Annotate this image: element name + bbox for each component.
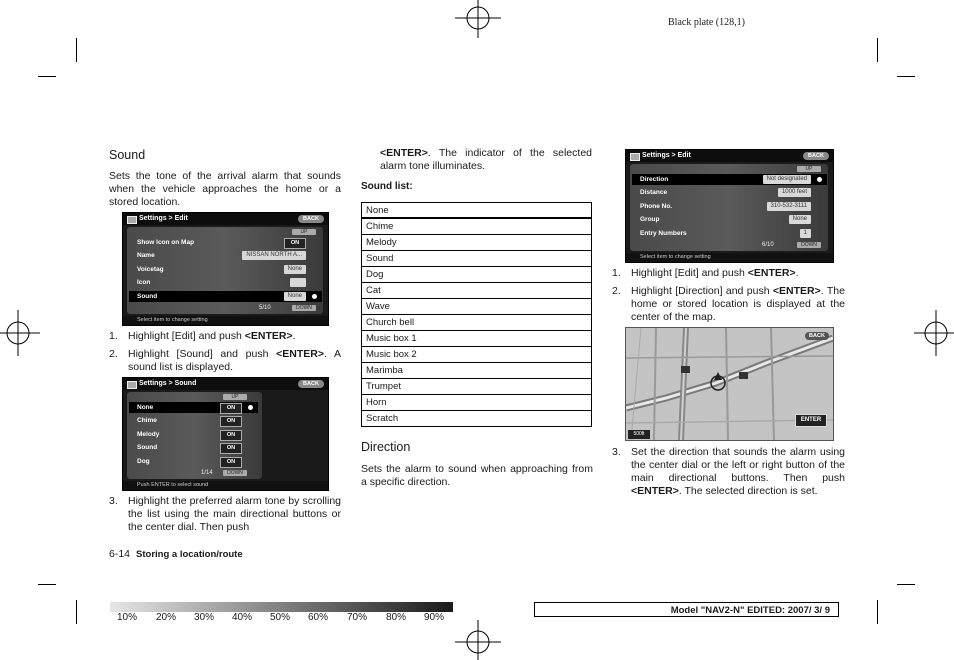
step-item: 2. Highlight [Sound] and push <ENTER>. A sound list is displayed.: [109, 348, 341, 373]
back-button[interactable]: BACK: [803, 152, 829, 160]
table-row: [362, 235, 592, 251]
table-cell: Church bell: [362, 315, 592, 331]
page-footer: [109, 548, 243, 560]
table-cell: Trumpet: [362, 379, 592, 395]
back-button[interactable]: BACK: [298, 215, 324, 223]
table-cell: Music box 2: [362, 347, 592, 363]
grayscale-label: 40%: [232, 612, 253, 623]
table-cell: Sound: [362, 251, 592, 267]
table-cell: Scratch: [362, 411, 592, 427]
setting-row[interactable]: Group None: [632, 214, 827, 225]
scroll-down-button[interactable]: DOWN: [797, 242, 821, 248]
scroll-down-button[interactable]: DOWN: [292, 305, 316, 311]
setting-row[interactable]: Phone No. 310-532-3111: [632, 201, 827, 212]
column-1: [109, 149, 341, 209]
poi-icon: [739, 372, 748, 379]
direction-text: Sets the alarm to sound when approaching from a specific direction.: [361, 463, 593, 488]
crop-mark: [38, 76, 56, 77]
grayscale-label: 20%: [156, 612, 177, 623]
screen-title-bar: Settings > Edit: [123, 213, 328, 225]
map-scale: 500ft: [628, 430, 650, 439]
crop-mark: [877, 600, 878, 624]
steps-block-4: [612, 446, 845, 503]
map-enter-button[interactable]: ENTER: [795, 414, 827, 427]
status-bar: Push ENTER to select sound: [123, 481, 328, 490]
selection-dot: [312, 294, 317, 299]
crop-mark: [897, 584, 915, 585]
step-item: 1. Highlight [Edit] and push <ENTER>.: [612, 267, 799, 279]
setting-row[interactable]: Distance 1000 feet: [632, 187, 827, 198]
map-back-button[interactable]: BACK: [805, 332, 829, 340]
sound-intro: Sets the tone of the arrival alarm that sounds when the vehicle approaches the home or a stored location.: [109, 170, 341, 208]
section-heading-direction: Direction: [361, 440, 411, 454]
settings-edit-direction-screen: [625, 149, 834, 263]
scroll-up-button[interactable]: UP: [797, 166, 821, 172]
grayscale-label: 30%: [194, 612, 215, 623]
table-row: [362, 379, 592, 395]
crop-mark: [76, 600, 77, 624]
setting-row[interactable]: Voicetag None: [129, 264, 322, 275]
table-row: [362, 267, 592, 283]
crop-mark: [38, 584, 56, 585]
grayscale-label: 50%: [270, 612, 291, 623]
scroll-up-button[interactable]: UP: [223, 394, 247, 400]
registration-mark-right: [914, 310, 954, 356]
steps-block-3: [612, 267, 845, 329]
table-row: [362, 283, 592, 299]
section-heading-sound: Sound: [109, 148, 146, 162]
table-row: [362, 347, 592, 363]
model-edit-box: Model "NAV2-N" EDITED: 2007/ 3/ 9: [534, 602, 839, 617]
step-item: 3. Set the direction that sounds the alarm using the center dial or the left or right button of the main directional buttons. Then push <ENTER>. The selected direction is set.: [612, 446, 845, 497]
steps-block-1: [109, 330, 341, 379]
grayscale-bar: [110, 602, 453, 612]
table-row: [362, 411, 592, 427]
setting-row[interactable]: Icon: [129, 277, 322, 288]
table-cell: Melody: [362, 235, 592, 251]
grayscale-label: 70%: [347, 612, 368, 623]
sound-row[interactable]: Sound ON: [129, 442, 258, 453]
steps-block-2: [109, 495, 341, 539]
settings-sound-screen: [122, 377, 329, 491]
screen-title-bar: Settings > Edit: [626, 150, 833, 162]
crop-mark: [877, 38, 878, 62]
grayscale-label: 60%: [308, 612, 329, 623]
table-cell: Marimba: [362, 363, 592, 379]
setting-row[interactable]: Entry Numbers 1: [632, 228, 827, 239]
table-cell: None: [362, 203, 592, 219]
table-cell: Cat: [362, 283, 592, 299]
table-cell: Music box 1: [362, 331, 592, 347]
sound-row[interactable]: Chime ON: [129, 415, 258, 426]
continued-text: <ENTER>. The indicator of the selected alarm tone illuminates.: [380, 147, 592, 172]
sound-list-heading: Sound list:: [361, 181, 413, 192]
registration-mark-top: [455, 0, 501, 38]
setting-row[interactable]: Name NISSAN NORTH A...: [129, 250, 322, 261]
grayscale-label: 80%: [386, 612, 407, 623]
map-screen[interactable]: [625, 327, 834, 441]
sound-row-selected[interactable]: None ON: [129, 402, 258, 413]
settings-icon: [127, 381, 137, 389]
page-number: 6-14: [109, 548, 131, 560]
crop-mark: [76, 38, 77, 62]
sound-row[interactable]: Melody ON: [129, 429, 258, 440]
direction-section: [361, 441, 593, 489]
table-cell: Horn: [362, 395, 592, 411]
sound-list-table: [361, 202, 592, 427]
scroll-down-button[interactable]: DOWN: [223, 470, 247, 476]
crop-mark: [897, 76, 915, 77]
table-cell: Chime: [362, 218, 592, 235]
page-indicator: 6/10: [762, 242, 774, 248]
back-button[interactable]: BACK: [298, 380, 324, 388]
poi-icon: [681, 366, 690, 373]
plate-label: Black plate (128,1): [668, 17, 745, 28]
section-name: Storing a location/route: [136, 549, 243, 560]
table-row: [362, 218, 592, 235]
table-cell: Wave: [362, 299, 592, 315]
selection-dot: [817, 177, 822, 182]
step-item: 2. Highlight [Direction] and push <ENTER>. The home or stored location is displayed at the center of the map.: [612, 285, 845, 323]
setting-row-selected[interactable]: Sound None: [129, 291, 322, 302]
table-row: [362, 299, 592, 315]
selection-dot: [248, 405, 253, 410]
scroll-up-button[interactable]: UP: [292, 229, 316, 235]
settings-edit-screen: [122, 212, 329, 326]
table-row: [362, 395, 592, 411]
status-bar: Select item to change setting: [123, 316, 328, 325]
sound-row[interactable]: Dog ON: [129, 456, 258, 467]
page-indicator: 1/14: [201, 470, 213, 476]
setting-row-selected[interactable]: Direction Not designated: [632, 174, 827, 185]
screen-title-bar: Settings > Sound: [123, 378, 328, 390]
table-row: [362, 315, 592, 331]
grayscale-label: 10%: [117, 612, 138, 623]
table-row: [362, 331, 592, 347]
page-indicator: 5/10: [259, 305, 271, 311]
registration-mark-left: [0, 310, 40, 356]
grayscale-label: 90%: [424, 612, 445, 623]
table-row: [362, 251, 592, 267]
settings-icon: [630, 153, 640, 161]
registration-mark-bottom: [455, 620, 501, 660]
settings-icon: [127, 216, 137, 224]
table-row: [362, 363, 592, 379]
table-cell: Dog: [362, 267, 592, 283]
step-item: 1. Highlight [Edit] and push <ENTER>.: [109, 330, 296, 342]
setting-row[interactable]: Show Icon on Map ON: [129, 237, 322, 248]
step-item: 3. Highlight the preferred alarm tone by scrolling the list using the main directional buttons or the center dial. Then push: [109, 495, 341, 533]
icon-preview: [290, 278, 306, 287]
status-bar: Select item to change setting: [626, 253, 833, 262]
column-2: [380, 147, 592, 173]
